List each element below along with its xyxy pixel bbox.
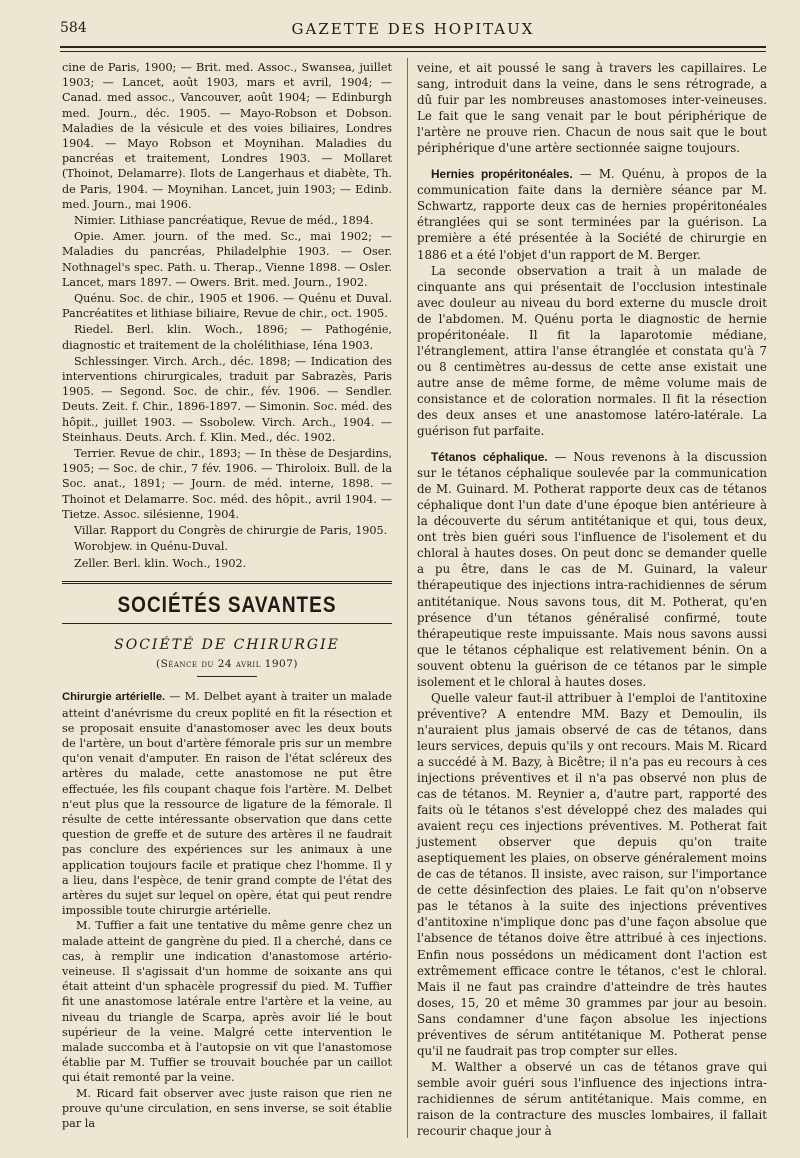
reference-entry: Nimier. Lithiase pancréatique, Revue de méd., 1894. bbox=[74, 214, 374, 228]
reference-entry: Villar. Rapport du Congrès de chirurgie de Paris, 1905. bbox=[74, 524, 388, 538]
reference-entry: Terrier. Revue de chir., 1893; — In thèse de Desjardins, 1905; — Soc. de chir., 7 fév. 1906. — Thiroloix. Bull. de la Soc. anat., 1891; — Journ. de méd. interne, 1898. — Thoinot et Delamarre. Soc. méd. des hôpit., avril 1904. — Tietze. Assoc. silésienne, 1904. bbox=[62, 447, 392, 521]
article-paragraph: M. Tuffier a fait une tentative du même genre chez un malade atteint de gangrène du pied. Il a cherché, dans ce cas, à remplir une indication d'anastomose artério-veineuse. Il s'agissait d'un homme de soixante ans qui était atteint d'un sphacèle progressif du pied. M. Tuffier fit une anastomose latérale entre l'artère et la veine, au niveau du triangle de Scarpa, après avoir lié le bout supérieur de la veine. Malgré cette intervention le malade succomba et à l'autopsie on vit que l'anastomose établie par M. Tuffier se trouvait bouchée par un caillot qui était remonté par la veine. bbox=[62, 919, 392, 1085]
article-paragraph bbox=[417, 166, 767, 262]
article-heading: Tétanos céphalique. bbox=[431, 450, 548, 465]
header-rule bbox=[60, 46, 766, 48]
article-heading: Chirurgie artérielle. bbox=[62, 691, 166, 704]
article-text: — M. Delbet ayant à traiter un malade atteint d'anévrisme du creux poplité en fit la résection et se proposait ensuite d'anastomoser avec les deux bouts de l'artère, un bout d'artère fémorale pris sur un membre qu'on venait d'amputer. En raison de l'état scléreux des artères du malade, cette anastomose ne put être effectuée, les fils coupant chaque fois l'artère. M. Delbet n'eut plus que la ressource de ligature de la fémorale. Il résulte de cette intéressante observation que dans cette question de greffe et de suture des artères il ne faudrait pas conclure des expériences sur les animaux à une application toujours facile et pratique chez l'homme. Il y a lieu, dans l'espèce, de tenir grand compte de l'état des artères du sujet sur lequel on opère, état qui peut rendre impossible toute chirurgie artérielle. bbox=[62, 690, 393, 918]
reference-entry: Zeller. Berl. klin. Woch., 1902. bbox=[74, 556, 247, 570]
page-number: 584 bbox=[60, 20, 87, 36]
article-text: — Nous revenons à la discussion sur le tétanos céphalique soulevée par la communication de M. Guinard. M. Potherat rapporte deux cas de tétanos céphalique dont l'un date d'une époque bien antérieure à la découverte du sérum antitétanique et qui, tous deux, ont très bien guéri sous l'influence de l'isolement et du chloral à hautes doses. On peut donc se demander quelle a pu être, dans le cas de M. Guinard, la valeur thérapeutique des injections intra-rachidiennes de sérum antitétanique. Nous savons tous, dit M. Potherat, qu'en présence d'un tétanos généralisé confirmé, toute thérapeutique reste impuissante. Mais nous savons aussi que le tétanos céphalique est relativement bénin. On a souvent obtenu la guérison de ce tétanos par le simple isolement et le chloral à hautes doses. bbox=[417, 450, 767, 689]
society-title: SOCIÉTÉ DE CHIRURGIE bbox=[114, 636, 340, 653]
reference-entry: Riedel. Berl. klin. Woch., 1896; — Pathogénie, diagnostic et traitement de la cholélithiase, Iéna 1903. bbox=[62, 323, 392, 352]
article-paragraph: M. Walther a observé un cas de tétanos grave qui semble avoir guéri sous l'influence des injections intra-rachidiennes de sérum antitétanique. Mais comme, en raison de la contracture des muscles lombaires, il fallait recourir chaque jour à bbox=[417, 1059, 767, 1139]
section-rule bbox=[62, 581, 392, 584]
reference-entry: Opie. Amer. journ. of the med. Sc., mai 1902; — Maladies du pancréas, Philadelphie 1903. — Oser. Nothnagel's spec. Path. u. Therap., Vienne 1898. — Osler. Lancet, mars 1897. — Owers. Brit. med. Journ., 1902. bbox=[62, 230, 392, 289]
reference-entry: Worobjew. in Quénu-Duval. bbox=[74, 540, 228, 554]
reference-entry: Schlessinger. Virch. Arch., déc. 1898; — Indication des interventions chirurgicales, traduit par Sabrazès, Paris 1905. — Segond. Soc. de chir., fév. 1906. — Sendler. Deuts. Zeit. f. Chir., 1896-1897. — Simonin. Soc. méd. des hôpit., juillet 1903. — Ssobolew. Virch. Arch., 1904. — Steinhaus. Deuts. Arch. f. Klin. Med., déc. 1902. bbox=[62, 354, 392, 444]
article-paragraph bbox=[417, 449, 767, 690]
page-header bbox=[60, 20, 766, 42]
section-rule-bottom bbox=[62, 623, 392, 624]
column-divider bbox=[407, 58, 408, 1138]
article-text: — M. Quénu, à propos de la communication faite dans la dernière séance par M. Schwartz, rapporte deux cas de hernies propéritonéales étranglées qui se sont terminées par la guérison. La première a été présentée à la Société de chirurgie en 1886 et a été l'objet d'un rapport de M. Berger. bbox=[417, 167, 767, 262]
article-paragraph: La seconde observation a trait à un malade de cinquante ans qui présentait de l'occlusion intestinale avec douleur au niveau du bord externe du muscle droit de l'abdomen. M. Quénu porta le diagnostic de hernie propéritonéale. Il fit la laparotomie médiane, l'étranglement, attira l'anse étranglée et constata qu'à 7 ou 8 centimètres au-dessus de cette anse existait une autre anse de même forme, de même volume mais de consistance et de coloration normales. Il fit la résection des deux anses et une anastomose latéro-latérale. La guérison fut parfaite. bbox=[417, 263, 767, 439]
journal-title: GAZETTE DES HOPITAUX bbox=[291, 20, 535, 38]
right-column bbox=[417, 60, 767, 1139]
short-rule bbox=[197, 676, 257, 677]
session-date: (Séance du 24 avril 1907) bbox=[155, 658, 299, 671]
article-paragraph: veine, et ait poussé le sang à travers les capillaires. Le sang, introduit dans la veine, dans le sens rétrograde, a dû fuir par les nombreuses anastomoses inter-veineuses. Le fait que le sang venait par le bout périphérique de l'artère ne prouve rien. Chacun de nous sait que le bout périphérique d'une artère sectionnée saigne toujours. bbox=[417, 61, 767, 156]
reference-entry: cine de Paris, 1900; — Brit. med. Assoc., Swansea, juillet 1903; — Lancet, août 1903, mars et avril, 1904; — Canad. med assoc., Vancouver, août 1904; — Edinburgh med. Journ., déc. 1905. — Mayo-Robson et Dobson. Maladies de la vésicule et des voies biliaires, Londres 1904. — Mayo Robson et Moynihan. Maladies du pancréas et traitement, Londres 1903. — Mollaret (Thoinot, Delamarre). Ilots de Langerhaus et diabète, Th. de Paris, 1904. — Moynihan. Lancet, juin 1903; — Edinb. med. Journ., mai 1906. bbox=[62, 61, 392, 211]
header-rule-thin bbox=[60, 51, 766, 52]
section-title: SOCIÉTÉS SAVANTES bbox=[117, 593, 337, 618]
article-paragraph bbox=[62, 689, 392, 918]
article-paragraph: M. Ricard fait observer avec juste raison que rien ne prouve qu'une circulation, en sens inverse, se soit établie par la bbox=[62, 1086, 392, 1130]
bibliography bbox=[62, 60, 392, 571]
article-paragraph: Quelle valeur faut-il attribuer à l'emploi de l'antitoxine préventive? A entendre MM. Bazy et Demoulin, ils n'auraient plus jamais observé de cas de tétanos, dans leurs services, depuis qu'ils y ont recours. Mais M. Ricard a succédé à M. Bazy, à Bicêtre; il n'a pas eu recours à ces injections préventives et il n'a pas observé non plus de cas de tétanos. M. Reynier a, d'autre part, rapporté des faits où le tétanos s'est développé chez des malades qui avaient reçu ces injections préventives. M. Potherat fait justement observer que depuis qu'on traite aseptiquement les plaies, on observe généralement moins de cas de tétanos. Il insiste, avec raison, sur l'importance de cette désinfection des plaies. Le fait qu'on n'observe pas le tétanos à la suite des injections préventives d'antitoxine n'implique donc pas d'une façon absolue que l'absence de tétanos doive être attribué à ces injections. Enfin nous possédons un médicament dont l'action est extrêmement efficace contre le tétanos, c'est le chloral. Mais il ne faut pas craindre d'atteindre de très hautes doses, 15, 20 et même 30 grammes par jour au besoin. Sans condamner d'une façon absolue les injections préventives de sérum antitétanique M. Potherat pense qu'il ne faudrait pas trop compter sur elles. bbox=[417, 690, 767, 1058]
reference-entry: Quénu. Soc. de chir., 1905 et 1906. — Quénu et Duval. Pancréatites et lithiase biliaire, Revue de chir., oct. 1905. bbox=[62, 292, 392, 321]
left-column bbox=[62, 60, 392, 1131]
article-heading: Hernies propéritonéales. bbox=[431, 167, 573, 182]
